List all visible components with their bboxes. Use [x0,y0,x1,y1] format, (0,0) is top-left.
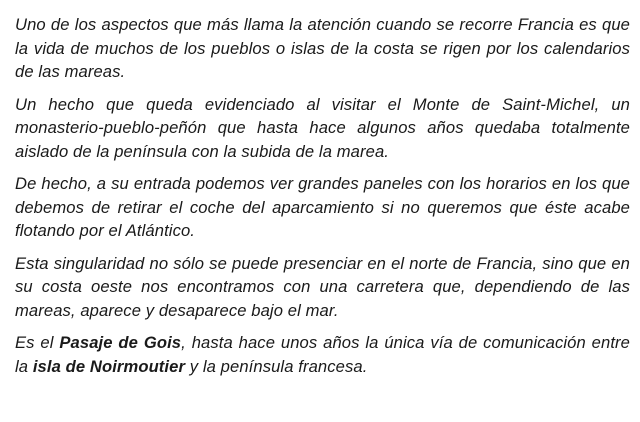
paragraph-2: Un hecho que queda evidenciado al visitar el Monte de Saint-Michel, un monasterio-pueblo-peñón que hasta hace algunos años quedaba totalmente aislado de la península con la subida de la marea. [15,94,630,161]
paragraph-4: Esta singularidad no sólo se puede presenciar en el norte de Francia, sino que en su costa oeste nos encontramos con una carretera que, dependiendo de las mareas, aparece y desaparece bajo el mar. [15,253,630,320]
paragraph-5-text-2: , hasta hace unos años la única vía de comunicación entre la [15,333,630,376]
paragraph-5 [15,331,630,378]
paragraph-3: De hecho, a su entrada podemos ver grandes paneles con los horarios en los que debemos de retirar el coche del aparcamiento si no queremos que éste acabe flotando por el Atlántico. [15,174,630,240]
pasaje-de-gois-bold: Pasaje de Gois [59,333,182,352]
paragraph-5-text-3: y la península francesa. [185,356,368,376]
paragraph-1: Uno de los aspectos que más llama la atención cuando se recorre Francia es que la vida de muchos de los pueblos o islas de la costa se rigen por los calendarios de las mareas. [15,15,630,81]
paragraph-5-text-1: Es el [15,333,60,352]
isla-de-noirmoutier-bold: isla de Noirmoutier [32,356,186,376]
